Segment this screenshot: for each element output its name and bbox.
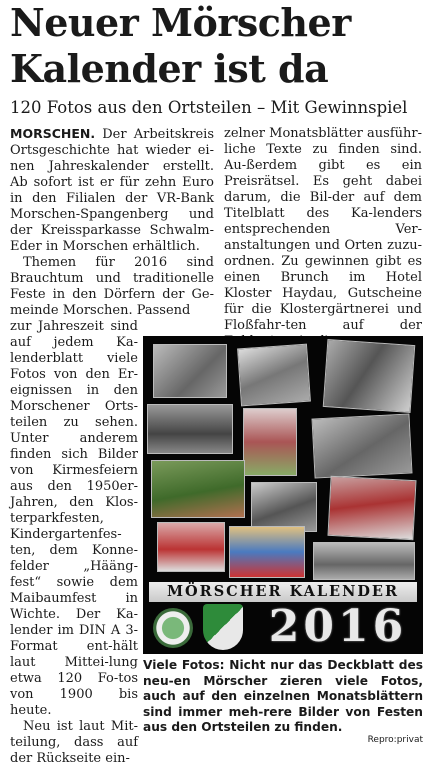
coat-of-arms-icon: [203, 604, 243, 650]
article-column-2: [224, 126, 422, 350]
subheadline: 120 Fotos aus den Ortsteilen – Mit Gewinnspiel: [10, 98, 408, 117]
collage-photo: [251, 482, 317, 532]
collage-photo: [157, 522, 225, 572]
collage-photo: [243, 408, 297, 476]
article-paragraph-3: Neu ist laut Mit-teilung, dass auf der Rückseite ein-: [10, 719, 138, 766]
collage-photo: [151, 460, 245, 518]
article-paragraph-1-text: Der Arbeitskreis Ortsgeschichte hat wieder ei-nen Jahreskalender erstellt. Ab sofort ist er für zehn Euro in den Filialen der VR-Bank Morschen-Spangenberg und der Kreissparkasse Schwalm-Eder in Morschen erhältlich.: [10, 127, 214, 254]
calendar-year: 2016: [268, 601, 408, 652]
photo-caption: Viele Fotos: Nicht nur das Deckblatt des neu-en Mörscher zieren viele Fotos, auch auf den einzelnen Monatsblättern sind immer meh-rere Bilder von Festen aus den Ortsteilen zu finden.: [143, 658, 423, 734]
collage-photo: [237, 344, 311, 407]
collage-photo: [311, 413, 412, 478]
collage-photo: [323, 339, 416, 413]
article-paragraph-2-continued: zur Jahreszeit sind auf jedem Ka-lenderblatt viele Fotos von den Er-eignissen in den Morschener Orts-teilen zu sehen. Unter anderem finden sich Bilder von Kirmesfeiern aus den 1950er-Jahren, den Klos-terparkfesten, Kindergartenfes-ten, dem Konne-felder „Hääng-fest“ sowie dem Maibaumfest in Wichte. Der Ka-lender im DIN A 3-Format ent-hält laut Mittei-lung etwa 120 Fo-tos von 1900 bis heute.: [10, 319, 138, 718]
morschen-seal-icon: [153, 608, 193, 648]
photo-credit: Repro:privat: [367, 735, 423, 745]
headline: [10, 0, 425, 92]
dateline: MORSCHEN.: [10, 126, 96, 141]
collage-photo: [147, 404, 233, 454]
collage-photo: [229, 526, 305, 578]
calendar-cover-photo: [143, 336, 423, 654]
article-paragraph-1: [10, 126, 214, 255]
article-paragraph-4: zelner Monatsblätter ausführ-liche Texte zu finden sind. Au-ßerdem gibt es ein Preisrätsel. Es geht dabei darum, die Bil-der auf dem Titelblatt des Ka-lenders entsprechenden Ver-anstaltungen und Orten zuzu-ordnen. Zu gewinnen gibt es einen Brunch im Hotel Kloster Haydau, Gutscheine für die Klostergärtnerei und Floßfahr-ten auf der: [224, 126, 422, 333]
collage-photo: [153, 344, 227, 398]
article-paragraph-2: Themen für 2016 sind Brauchtum und traditionelle Feste in den Dörfern der Ge-meinde Morschen. Passend: [10, 255, 214, 318]
headline-line-2: Kalender ist da: [10, 46, 329, 91]
collage-photo: [313, 542, 415, 580]
calendar-banner: MÖRSCHER KALENDER: [149, 582, 417, 602]
headline-line-1: Neuer Mörscher: [10, 0, 351, 45]
collage-photo: [327, 476, 416, 540]
